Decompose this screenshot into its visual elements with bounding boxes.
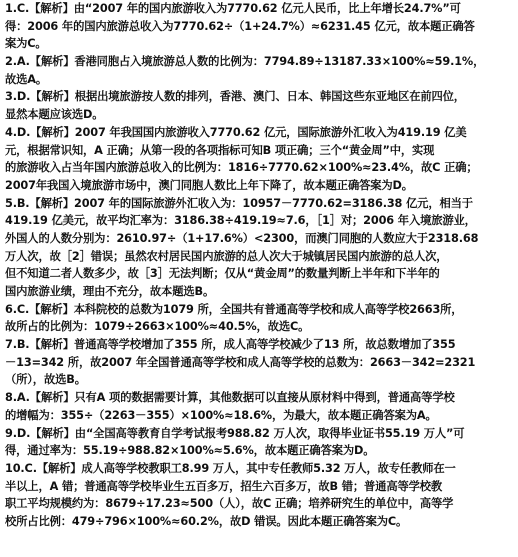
text-line: 1.C.【解析】由“2007 年的国内旅游收入为7770.62 亿元人民币，比上年增长24.7%”可 — [5, 2, 461, 15]
text-line: 国内旅游业绩，理由不充分，故本题选B。 — [5, 285, 215, 298]
text-line: 故选A。 — [5, 72, 48, 86]
text-line: －13=342 所，故2007 年全国普通高等学校和成人高等学校的总数为：2663－342=2321 — [5, 355, 476, 369]
text-line: 职工平均规模约为：8679÷17.23≈500（人），故C 正确；培养研究生的单位中，高等学 — [5, 497, 454, 511]
text-line: 2.A.【解析】香港同胞占入境旅游总人数的比例为：7794.89÷13187.33×100%≈59.1%， — [5, 55, 485, 69]
text-line: 10.C.【解析】成人高等学校教职工8.99 万人，其中专任教师5.32 万人，故专任教师在一 — [5, 461, 456, 475]
text-line: 但不知道二者人数多少，故［3］无法判断；仅从“黄金周”的数量判断上半年和下半年的 — [5, 267, 440, 281]
text-line: 的增幅为：355÷（2263－355）×100%≈18.6%，为最大，故本题正确答案为A。 — [5, 408, 437, 422]
text-line: 的旅游收入占当年国内旅游总收入的比例为：1816÷7770.62×100%≈23.4%，故C 正确； — [5, 161, 478, 175]
text-line: 8.A.【解析】只有A 项的数据需要计算，其他数据可以直接从原材料中得到，普通高等学校 — [5, 391, 455, 405]
text-line: 得：2006 年的国内旅游总收入为7770.62÷（1+24.7%）≈6231.45 亿元，故本题正确答 — [5, 19, 475, 33]
text-line: 故所占的比例为：1079÷2663×100%≈40.5%，故选C。 — [5, 320, 310, 334]
text-line: 元，根据常识知，A 正确；从第一段的各项指标可知B 项正确；三个“黄金周”中，实现 — [5, 143, 435, 157]
text-line: （所），故选B。 — [5, 373, 86, 387]
text-line: 得，通过率为：55.19÷988.82×100%≈5.6%，故本题正确答案为D。 — [5, 444, 375, 458]
text-line: 案为C。 — [5, 37, 47, 51]
text-line: 4.D.【解析】2007 年我国国内旅游收入7770.62 亿元，国际旅游外汇收入为419.19 亿美 — [5, 125, 467, 139]
answer-explanations — [5, 0, 515, 531]
text-line: 校所占比例：479÷796×100%≈60.2%，故D 错误。因此本题正确答案为C。 — [5, 514, 408, 528]
text-line: 6.C.【解析】本科院校的总数为1079 所，全国共有普通高等学校和成人高等学校2663所， — [5, 302, 463, 316]
text-line: 7.B.【解析】普通高等学校增加了355 所，成人高等学校减少了13 所，故总数增加了355 — [5, 338, 456, 352]
text-line: 显然本题应该选D。 — [5, 108, 104, 122]
text-line: 419.19 亿美元，故平均汇率为：3186.38÷419.19≈7.6，［1］对；2006 年入境旅游业， — [5, 214, 476, 228]
text-line: 3.D.【解析】根据出境旅游按人数的排列，香港、澳门、日本、韩国这些东亚地区在前四位， — [5, 90, 465, 104]
text-line: 5.B.【解析】2007 年的国际旅游外汇收入为：10957－7770.62=3186.38 亿元，相当于 — [5, 196, 473, 210]
text-line: 半以上，A 错；普通高等学校毕业生五百多万，招生六百多万，故B 错；普通高等学校教 — [5, 479, 443, 493]
text-line: 2007年我国入境旅游市场中，澳门同胞人数比上年下降了，故本题正确答案为D。 — [5, 178, 413, 192]
text-line: 9.D.【解析】由“全国高等教育自学考试报考988.82 万人次，取得毕业证书55.19 万人”可 — [5, 426, 465, 440]
text-line: 万人次，故［2］错误；虽然农村居民国内旅游的总人次大于城镇居民国内旅游的总人次， — [5, 249, 448, 263]
text-line: 外国人的人数分别为：2610.97÷（1+17.6%）<2300，而澳门同胞的人数应大于2318.68 — [5, 231, 479, 245]
